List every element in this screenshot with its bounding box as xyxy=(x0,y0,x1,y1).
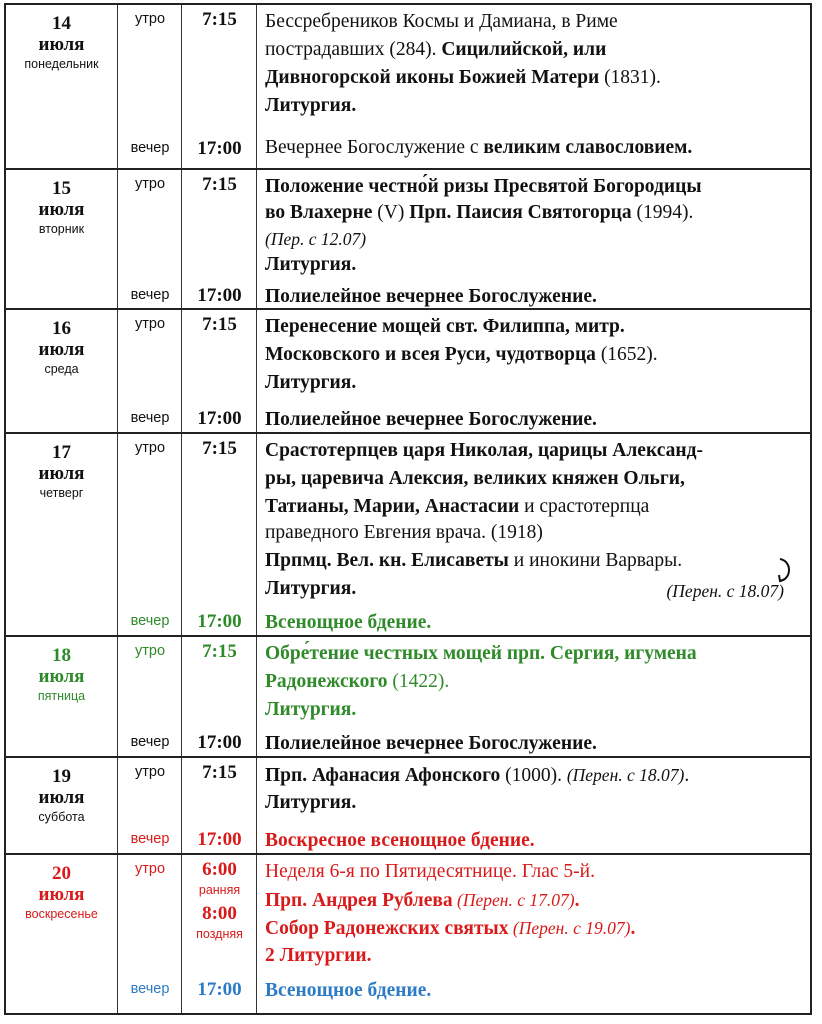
service-line: Неделя 6-я по Пятидесятнице. Глас 5-й. xyxy=(265,861,595,882)
late-time: 8:00 xyxy=(202,903,237,924)
evening-time: 17:00 xyxy=(197,408,242,429)
service-line: Татианы, Марии, Анастасии и срастотерпца xyxy=(265,496,650,517)
part-cell xyxy=(118,5,182,168)
date-cell xyxy=(6,170,118,308)
morning-time: 7:15 xyxy=(202,438,237,459)
morning-label: утро xyxy=(134,643,166,659)
evening-service: Всенощное бдение. xyxy=(265,612,432,633)
morning-label: утро xyxy=(134,11,166,27)
service-line: пострадавших (284). Сицилийской, или xyxy=(265,39,607,60)
evening-service: Полиелейное вечернее Богослужение. xyxy=(265,733,597,754)
schedule-table xyxy=(4,3,812,1015)
evening-time: 17:00 xyxy=(197,979,242,1000)
part-cell xyxy=(118,170,182,308)
day-row-14 xyxy=(6,5,810,170)
early-time: 6:00 xyxy=(202,859,237,880)
morning-time: 7:15 xyxy=(202,174,237,195)
morning-label: утро xyxy=(134,176,166,192)
evening-label: вечер xyxy=(130,734,170,750)
date-cell xyxy=(6,5,118,168)
date-cell xyxy=(6,637,118,756)
evening-service: Полиелейное вечернее Богослужение. xyxy=(265,409,597,430)
service-line: Перенесение мощей свт. Филиппа, митр. xyxy=(265,316,625,337)
evening-label: вечер xyxy=(130,831,170,847)
day-row-16 xyxy=(6,310,810,434)
month: июля xyxy=(38,884,85,905)
service-cell xyxy=(257,170,810,308)
time-cell xyxy=(182,855,257,1013)
date-cell xyxy=(6,434,118,635)
weekday: вторник xyxy=(38,222,85,236)
day-row-17 xyxy=(6,434,810,637)
service-line: Прп. Андрея Рублева (Перен. с 17.07). xyxy=(265,890,580,911)
date-cell xyxy=(6,855,118,1013)
time-cell xyxy=(182,758,257,853)
date-cell xyxy=(6,310,118,432)
liturgy-line: 2 Литургии. xyxy=(265,945,372,966)
day-number: 14 xyxy=(52,13,71,34)
weekday: понедельник xyxy=(24,57,99,71)
day-number: 16 xyxy=(52,318,71,339)
liturgy-line: Литургия. xyxy=(265,372,357,393)
service-line: Радонежского (1422). xyxy=(265,671,450,692)
time-cell xyxy=(182,310,257,432)
evening-label: вечер xyxy=(130,613,170,629)
weekday: воскресенье xyxy=(25,907,98,921)
day-number: 20 xyxy=(52,863,71,884)
morning-time: 7:15 xyxy=(202,641,237,662)
evening-service: Воскресное всенощное бдение. xyxy=(265,830,535,851)
liturgy-line: Литургия. xyxy=(265,95,357,116)
time-cell xyxy=(182,170,257,308)
weekday: суббота xyxy=(38,810,85,824)
evening-time: 17:00 xyxy=(197,732,242,753)
evening-time: 17:00 xyxy=(197,285,242,306)
morning-label: утро xyxy=(134,764,166,780)
evening-label: вечер xyxy=(130,287,170,303)
service-line: праведного Евгения врача. (1918) xyxy=(265,522,543,543)
time-cell xyxy=(182,637,257,756)
service-line: Положение честно́й ризы Пресвятой Богородицы xyxy=(265,176,702,197)
service-cell xyxy=(257,310,810,432)
early-label: ранняя xyxy=(198,883,241,897)
day-row-18 xyxy=(6,637,810,758)
service-cell xyxy=(257,434,810,635)
transfer-note: (Перен. с 18.07) xyxy=(666,581,784,601)
service-line: Срастотерпцев царя Николая, царицы Александ- xyxy=(265,440,703,461)
liturgy-line: Литургия. xyxy=(265,699,357,720)
evening-label: вечер xyxy=(130,981,170,997)
service-line: во Влахерне (V) Прп. Паисия Святогорца (1994). xyxy=(265,202,694,223)
evening-service: Полиелейное вечернее Богослужение. xyxy=(265,286,597,307)
month: июля xyxy=(38,787,85,808)
service-line: Дивногорской иконы Божией Матери (1831). xyxy=(265,67,661,88)
morning-label: утро xyxy=(134,861,166,877)
month: июля xyxy=(38,199,85,220)
date-cell xyxy=(6,758,118,853)
service-line: Прп. Афанасия Афонского (1000). (Перен. с 18.07). xyxy=(265,765,690,786)
service-line: Московского и всея Руси, чудотворца (1652). xyxy=(265,344,658,365)
part-cell xyxy=(118,434,182,635)
service-cell xyxy=(257,637,810,756)
part-cell xyxy=(118,758,182,853)
day-number: 19 xyxy=(52,766,71,787)
evening-label: вечер xyxy=(130,410,170,426)
liturgy-line: Литургия. xyxy=(265,578,357,599)
service-cell xyxy=(257,758,810,853)
time-cell xyxy=(182,5,257,168)
weekday: среда xyxy=(44,362,79,376)
service-line: Обре́тение честных мощей прп. Сергия, игумена xyxy=(265,643,697,664)
transfer-note: (Пер. с 12.07) xyxy=(265,229,367,249)
service-line: Собор Радонежских святых (Перен. с 19.07). xyxy=(265,918,636,939)
evening-time: 17:00 xyxy=(197,829,242,850)
morning-time: 7:15 xyxy=(202,9,237,30)
late-label: поздняя xyxy=(196,927,243,941)
service-cell xyxy=(257,855,810,1013)
day-row-15 xyxy=(6,170,810,310)
morning-time: 7:15 xyxy=(202,762,237,783)
part-cell xyxy=(118,637,182,756)
day-row-19 xyxy=(6,758,810,855)
month: июля xyxy=(38,463,85,484)
service-cell xyxy=(257,5,810,168)
day-row-20 xyxy=(6,855,810,1013)
curved-arrow-icon xyxy=(778,557,792,583)
part-cell xyxy=(118,855,182,1013)
day-number: 18 xyxy=(52,645,71,666)
weekday: четверг xyxy=(39,486,84,500)
month: июля xyxy=(38,339,85,360)
part-cell xyxy=(118,310,182,432)
morning-time: 7:15 xyxy=(202,314,237,335)
evening-time: 17:00 xyxy=(197,138,242,159)
morning-label: утро xyxy=(134,316,166,332)
month: июля xyxy=(38,666,85,687)
day-number: 17 xyxy=(52,442,71,463)
morning-label: утро xyxy=(134,440,166,456)
evening-time: 17:00 xyxy=(197,611,242,632)
evening-service: Вечернее Богослужение с великим славословием. xyxy=(265,137,693,158)
day-number: 15 xyxy=(52,178,71,199)
evening-service: Всенощное бдение. xyxy=(265,980,432,1001)
service-line: Бессребреников Космы и Дамиана, в Риме xyxy=(265,11,618,32)
evening-label: вечер xyxy=(130,140,170,156)
liturgy-line: Литургия. xyxy=(265,254,357,275)
service-line: Прпмц. Вел. кн. Елисаветы и инокини Варвары. xyxy=(265,550,683,571)
service-line: ры, царевича Алексия, великих княжен Ольги, xyxy=(265,468,685,489)
month: июля xyxy=(38,34,85,55)
weekday: пятница xyxy=(37,689,86,703)
time-cell xyxy=(182,434,257,635)
liturgy-line: Литургия. xyxy=(265,792,357,813)
